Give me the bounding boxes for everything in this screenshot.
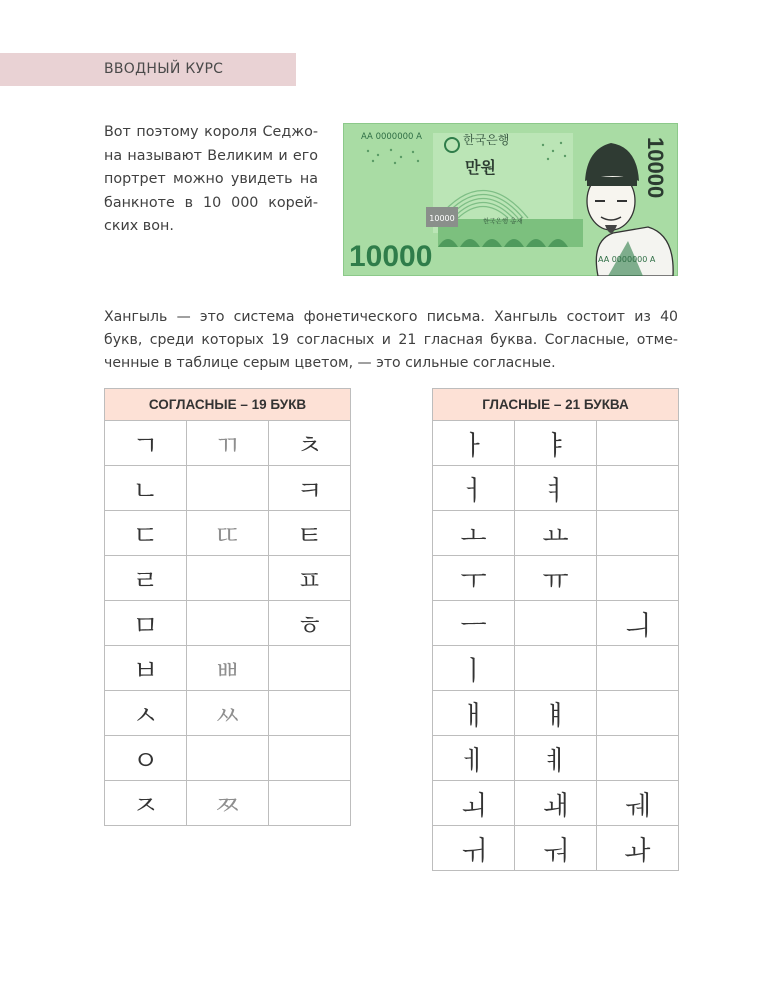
letter-cell bbox=[597, 691, 679, 736]
table-row bbox=[433, 466, 679, 511]
letter-cell: ㅃ bbox=[187, 646, 269, 691]
letter-cell bbox=[597, 556, 679, 601]
letter-cell: ㅈ bbox=[105, 781, 187, 826]
banknote-bank-name: 한국은행 bbox=[463, 133, 510, 147]
letter-cell: ㅚ bbox=[433, 781, 515, 826]
letter-cell bbox=[515, 601, 597, 646]
letter-cell: ㅝ bbox=[515, 826, 597, 871]
table-row bbox=[105, 781, 351, 826]
letter-cell: ㄷ bbox=[105, 511, 187, 556]
banknote-value-vertical: 10000 bbox=[643, 137, 668, 199]
letter-cell: ㅇ bbox=[105, 736, 187, 781]
letter-cell: ㅡ bbox=[433, 601, 515, 646]
banknote-serial-top: AA 0000000 A bbox=[361, 132, 422, 142]
letter-cell: ㅑ bbox=[515, 421, 597, 466]
letter-cell: ㅙ bbox=[515, 781, 597, 826]
letter-cell: ㄱ bbox=[105, 421, 187, 466]
letter-cell bbox=[597, 736, 679, 781]
banknote-value-big: 10000 bbox=[349, 240, 433, 273]
section-label-text: ВВОДНЫЙ КУРС bbox=[104, 61, 224, 77]
letter-cell: ㅊ bbox=[269, 421, 351, 466]
table-row bbox=[433, 646, 679, 691]
letter-cell bbox=[187, 736, 269, 781]
banknote-denomination: 만원 bbox=[465, 158, 496, 177]
letter-cell bbox=[597, 466, 679, 511]
letter-cell: ㅆ bbox=[187, 691, 269, 736]
letter-cell: ㅗ bbox=[433, 511, 515, 556]
letter-cell bbox=[187, 601, 269, 646]
letter-cell: ㅓ bbox=[433, 466, 515, 511]
banknote-image bbox=[343, 123, 678, 276]
letter-cell: ㅖ bbox=[515, 736, 597, 781]
letter-cell bbox=[269, 691, 351, 736]
table-row bbox=[105, 601, 351, 646]
letter-cell bbox=[269, 736, 351, 781]
letter-cell: ㅛ bbox=[515, 511, 597, 556]
letter-cell bbox=[515, 646, 597, 691]
letter-cell: ㅅ bbox=[105, 691, 187, 736]
table-row bbox=[105, 511, 351, 556]
letter-cell bbox=[269, 646, 351, 691]
letter-cell: ㅢ bbox=[597, 601, 679, 646]
letter-cell bbox=[187, 556, 269, 601]
letter-cell: ㅐ bbox=[433, 691, 515, 736]
letter-cell: ㅏ bbox=[433, 421, 515, 466]
letter-cell: ㅜ bbox=[433, 556, 515, 601]
letter-cell: ㅎ bbox=[269, 601, 351, 646]
table-row bbox=[433, 826, 679, 871]
letter-cell: ㅍ bbox=[269, 556, 351, 601]
hangul-description: Хангыль — это система фонетического письма. Хангыль состоит из 40 букв, среди которых 19 согласных и 21 гласная буква. Согласные, отме-ченные в таблице серым цветом, — это сильные согласные. bbox=[104, 309, 678, 371]
table-row bbox=[433, 511, 679, 556]
consonants-header: СОГЛАСНЫЕ – 19 БУКВ bbox=[105, 389, 351, 421]
letter-cell: ㅉ bbox=[187, 781, 269, 826]
letter-cell: ㄴ bbox=[105, 466, 187, 511]
table-row bbox=[433, 691, 679, 736]
vowels-header: ГЛАСНЫЕ – 21 БУКВА bbox=[433, 389, 679, 421]
letter-cell: ㅂ bbox=[105, 646, 187, 691]
table-row bbox=[433, 736, 679, 781]
table-row bbox=[433, 601, 679, 646]
intro-text: Вот поэтому короля Седжо-на называют Великим и его портрет можно увидеть на банкноте в 10 000 корей-ских вон. bbox=[104, 124, 318, 234]
letter-cell: ㅁ bbox=[105, 601, 187, 646]
letter-cell: ㅠ bbox=[515, 556, 597, 601]
letter-cell bbox=[597, 421, 679, 466]
table-row bbox=[105, 421, 351, 466]
letter-cell: ㅘ bbox=[597, 826, 679, 871]
letter-cell: ㅋ bbox=[269, 466, 351, 511]
letter-cell: ㅞ bbox=[597, 781, 679, 826]
letter-cell: ㅔ bbox=[433, 736, 515, 781]
letter-cell: ㅣ bbox=[433, 646, 515, 691]
letter-cell: ㄹ bbox=[105, 556, 187, 601]
table-row bbox=[433, 781, 679, 826]
letter-cell bbox=[187, 466, 269, 511]
table-row bbox=[433, 421, 679, 466]
section-label bbox=[0, 53, 296, 86]
letter-cell: ㄸ bbox=[187, 511, 269, 556]
letter-cell bbox=[597, 646, 679, 691]
table-row bbox=[105, 736, 351, 781]
banknote-serial-bottom: AA 0000000 A bbox=[598, 255, 656, 264]
table-row bbox=[105, 556, 351, 601]
letter-cell: ㅟ bbox=[433, 826, 515, 871]
letter-cell: ㅌ bbox=[269, 511, 351, 556]
letter-cell: ㅒ bbox=[515, 691, 597, 736]
table-row bbox=[433, 556, 679, 601]
banknote-small-box: 10000 bbox=[429, 214, 455, 223]
table-row bbox=[105, 691, 351, 736]
letter-cell bbox=[597, 511, 679, 556]
letter-cell: ㅕ bbox=[515, 466, 597, 511]
letter-cell bbox=[269, 781, 351, 826]
consonants-table bbox=[104, 388, 351, 826]
table-row bbox=[105, 646, 351, 691]
table-row bbox=[105, 466, 351, 511]
letter-cell: ㄲ bbox=[187, 421, 269, 466]
vowels-table bbox=[432, 388, 679, 871]
banknote-governor: 한국은행 총재 bbox=[483, 217, 523, 225]
